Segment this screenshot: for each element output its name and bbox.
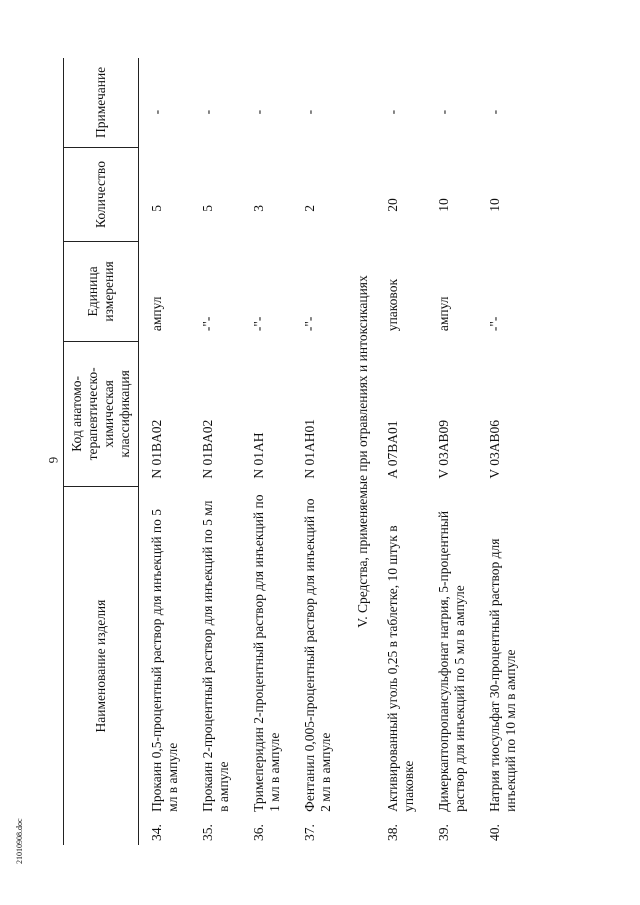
quantity: 10 bbox=[486, 198, 502, 212]
header-code: Код анатомо-терапевтическо-химическая классификация bbox=[64, 341, 139, 486]
row-number: 39. bbox=[435, 824, 451, 841]
section-heading-row bbox=[343, 58, 375, 845]
row-number: 35. bbox=[199, 824, 215, 841]
table-row bbox=[477, 58, 528, 845]
quantity: 3 bbox=[250, 204, 266, 212]
item-name: Активированный уголь 0,25 в таблетке, 10 штук в упаковке bbox=[384, 525, 416, 812]
item-name: Прокаин 2-процентный раствор для инъекций по 5 мл в ампуле bbox=[199, 500, 231, 812]
table-header-row bbox=[64, 58, 139, 845]
section-heading: V. Средства, применяемые при отравлениях и интоксикациях bbox=[354, 275, 370, 628]
row-number: 40. bbox=[486, 824, 502, 841]
quantity: 10 bbox=[435, 198, 451, 212]
footer-filename: 21010908.doc bbox=[15, 818, 24, 864]
atc-code: A 07BA01 bbox=[384, 420, 400, 479]
atc-code: N 01BA02 bbox=[149, 419, 164, 479]
note: - bbox=[384, 109, 400, 115]
item-name: Прокаин 0,5-процентный раствор для инъекций по 5 мл в ампуле bbox=[149, 508, 180, 812]
header-qty: Количество bbox=[64, 147, 139, 241]
quantity: 20 bbox=[384, 198, 400, 212]
note: - bbox=[486, 109, 502, 115]
unit: -"- bbox=[486, 316, 502, 332]
header-unit: Единица измерения bbox=[64, 242, 139, 341]
table-row bbox=[241, 58, 292, 845]
row-number: 34. bbox=[149, 824, 164, 841]
row-number: 38. bbox=[384, 824, 400, 841]
table-row bbox=[375, 58, 426, 845]
atc-code: N 01AH bbox=[250, 432, 266, 479]
header-name: Наименование изделия bbox=[64, 487, 139, 845]
rotated-table-container bbox=[63, 58, 538, 845]
note: - bbox=[250, 109, 266, 115]
unit: -"- bbox=[301, 316, 317, 332]
item-name: Димеркаптопропансульфонат натрия, 5-процентный раствор для инъекций по 5 мл в ампуле bbox=[435, 510, 467, 812]
note: - bbox=[199, 109, 215, 115]
unit: -"- bbox=[250, 316, 266, 332]
item-name: Тримеперидин 2-процентный раствор для инъекций по 1 мл в ампуле bbox=[250, 494, 282, 812]
atc-code: N 01AH01 bbox=[301, 418, 317, 479]
quantity: 5 bbox=[149, 204, 164, 212]
table-row bbox=[426, 58, 477, 845]
page-number: 6 bbox=[46, 456, 61, 464]
atc-code: V 03AB09 bbox=[435, 419, 451, 479]
unit: ампул bbox=[435, 296, 451, 332]
note: - bbox=[149, 109, 164, 115]
unit: ампул bbox=[149, 296, 164, 332]
unit: упаковок bbox=[384, 278, 400, 332]
quantity: 5 bbox=[199, 204, 215, 212]
atc-code: V 03AB06 bbox=[486, 419, 502, 479]
atc-code: N 01BA02 bbox=[199, 419, 215, 479]
row-number: 36. bbox=[250, 824, 266, 841]
table-row bbox=[190, 58, 241, 845]
item-name: Фентанил 0,005-процентный раствор для инъекций по 2 мл в ампуле bbox=[301, 498, 333, 812]
item-name: Натрия тиосульфат 30-процентный раствор для инъекций по 10 мл в ампуле bbox=[486, 538, 518, 812]
table-row bbox=[292, 58, 343, 845]
header-note: Примечание bbox=[64, 58, 139, 147]
row-number: 37. bbox=[301, 824, 317, 841]
quantity: 2 bbox=[301, 204, 317, 212]
items-table bbox=[63, 58, 528, 845]
note: - bbox=[435, 109, 451, 115]
table-row bbox=[139, 58, 190, 845]
unit: -"- bbox=[199, 316, 215, 332]
note: - bbox=[301, 109, 317, 115]
